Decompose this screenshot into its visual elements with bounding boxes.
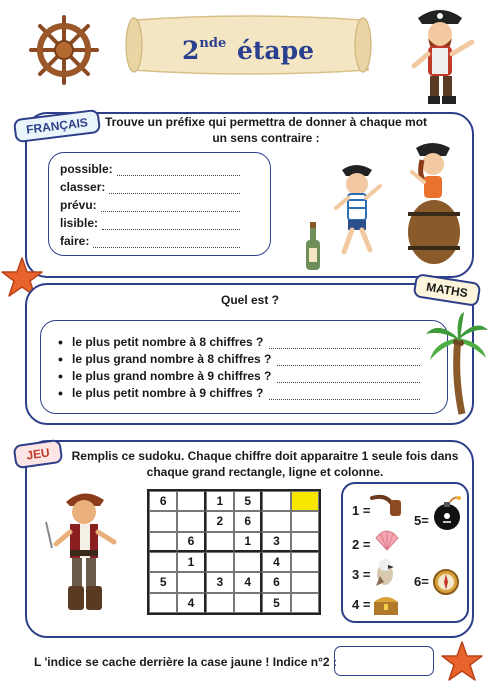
sudoku-cell[interactable]: 6 <box>262 572 290 592</box>
francais-tag: FRANÇAIS <box>13 109 101 143</box>
prefix-word: possible: <box>60 162 113 176</box>
legend-label: 5= <box>414 513 429 528</box>
sudoku-cell[interactable]: 3 <box>206 572 234 592</box>
sudoku-cell[interactable] <box>149 511 177 531</box>
maths-item[interactable] <box>58 383 420 400</box>
sudoku-cell[interactable]: 5 <box>234 491 262 511</box>
sudoku-cell[interactable]: 3 <box>262 532 290 552</box>
title-suffix: nde <box>199 36 227 51</box>
prefix-row[interactable] <box>60 230 240 248</box>
francais-instruction-line1: Trouve un préfixe qui permettra de donner à chaque mot <box>104 115 428 129</box>
sudoku-cell[interactable] <box>206 552 234 572</box>
bomb-icon <box>432 496 464 532</box>
prefix-row[interactable] <box>60 212 240 230</box>
sudoku-yellow-cell[interactable] <box>291 491 319 511</box>
clue-answer-box[interactable] <box>334 646 434 676</box>
treasure-chest-icon <box>372 592 400 616</box>
sudoku-cell[interactable] <box>149 532 177 552</box>
answer-line[interactable] <box>101 200 240 212</box>
legend-label: 4 = <box>352 597 371 612</box>
sudoku-cell[interactable] <box>291 572 319 592</box>
sudoku-cell[interactable]: 5 <box>262 593 290 613</box>
sudoku-cell[interactable] <box>206 532 234 552</box>
sudoku-cell[interactable] <box>149 552 177 572</box>
sudoku-cell[interactable]: 6 <box>149 491 177 511</box>
sudoku-cell[interactable]: 4 <box>177 593 205 613</box>
maths-item[interactable] <box>58 332 420 349</box>
sudoku-cell[interactable]: 4 <box>234 572 262 592</box>
maths-list <box>58 332 420 400</box>
prefix-word: prévu: <box>60 198 97 212</box>
legend-label: 3 = <box>352 567 371 582</box>
bullet-icon: • <box>58 368 63 384</box>
pirate-boy-illustration <box>44 482 126 614</box>
pirate-kids-illustration <box>328 138 470 268</box>
prefix-word: lisible: <box>60 216 99 230</box>
sudoku-cell[interactable] <box>291 552 319 572</box>
sudoku-cell[interactable]: 1 <box>177 552 205 572</box>
sudoku-grid <box>147 489 321 615</box>
sudoku-cell[interactable]: 6 <box>234 511 262 531</box>
sudoku-cell[interactable] <box>262 491 290 511</box>
legend-label: 6= <box>414 574 429 589</box>
prefix-row[interactable] <box>60 176 240 194</box>
answer-line[interactable] <box>277 354 420 366</box>
answer-line[interactable] <box>277 371 420 383</box>
jeu-instruction <box>70 448 460 480</box>
legend-label: 2 = <box>352 537 371 552</box>
prefix-list <box>60 158 240 248</box>
ship-wheel-icon <box>28 14 100 86</box>
maths-item-text: le plus grand nombre à 8 chiffres ? <box>72 352 272 366</box>
legend-label: 1 = <box>352 503 371 518</box>
pipe-icon <box>370 490 404 520</box>
sudoku-cell[interactable] <box>291 593 319 613</box>
sudoku-cell[interactable]: 1 <box>234 532 262 552</box>
bottle-icon <box>304 222 322 272</box>
parrot-icon <box>372 558 398 588</box>
prefix-word: faire: <box>60 234 90 248</box>
pirate-captain-illustration <box>400 2 480 108</box>
sudoku-cell[interactable] <box>262 511 290 531</box>
sudoku-cell[interactable] <box>291 511 319 531</box>
sudoku-cell[interactable] <box>291 532 319 552</box>
sudoku-cell[interactable]: 1 <box>206 491 234 511</box>
title-number: 2 <box>182 36 200 65</box>
sudoku-cell[interactable] <box>206 593 234 613</box>
sudoku-cell[interactable] <box>177 511 205 531</box>
sudoku-cell[interactable] <box>149 593 177 613</box>
sudoku-cell[interactable] <box>234 593 262 613</box>
page-title <box>122 22 374 66</box>
sudoku-cell[interactable] <box>177 491 205 511</box>
jeu-tag: JEU <box>13 439 64 469</box>
palm-tree-icon <box>424 312 490 416</box>
bullet-icon: • <box>58 334 63 350</box>
maths-item-text: le plus grand nombre à 9 chiffres ? <box>72 369 272 383</box>
prefix-row[interactable] <box>60 158 240 176</box>
sudoku-cell[interactable]: 5 <box>149 572 177 592</box>
answer-line[interactable] <box>269 388 420 400</box>
prefix-word: classer: <box>60 180 106 194</box>
answer-line[interactable] <box>93 236 240 248</box>
answer-line[interactable] <box>109 182 240 194</box>
sudoku-cell[interactable]: 4 <box>262 552 290 572</box>
sudoku-cell[interactable] <box>234 552 262 572</box>
francais-instruction-line2: un sens contraire : <box>212 131 320 145</box>
prefix-row[interactable] <box>60 194 240 212</box>
maths-item-text: le plus petit nombre à 9 chiffres ? <box>72 386 264 400</box>
answer-line[interactable] <box>117 164 240 176</box>
maths-item[interactable] <box>58 366 420 383</box>
shell-icon <box>374 528 400 552</box>
maths-question: Quel est ? <box>220 293 279 307</box>
starfish-icon <box>440 640 484 684</box>
bullet-icon: • <box>58 351 63 367</box>
maths-item[interactable] <box>58 349 420 366</box>
title-word: étape <box>236 36 314 65</box>
maths-tag: MATHS <box>413 273 482 307</box>
jeu-instruction-line1: Remplis ce sudoku. Chaque chiffre doit apparaitre 1 seule fois dans <box>71 449 459 463</box>
sudoku-cell[interactable] <box>177 572 205 592</box>
jeu-instruction-line2: chaque grand rectangle, ligne et colonne. <box>146 465 384 479</box>
maths-item-text: le plus petit nombre à 8 chiffres ? <box>72 335 264 349</box>
sudoku-cell[interactable]: 6 <box>177 532 205 552</box>
compass-icon <box>432 568 460 596</box>
bullet-icon: • <box>58 385 63 401</box>
footer-hint: L 'indice se cache derrière la case jaune ! Indice n°2 : <box>34 655 337 669</box>
answer-line[interactable] <box>269 337 420 349</box>
answer-line[interactable] <box>102 218 240 230</box>
sudoku-cell[interactable]: 2 <box>206 511 234 531</box>
